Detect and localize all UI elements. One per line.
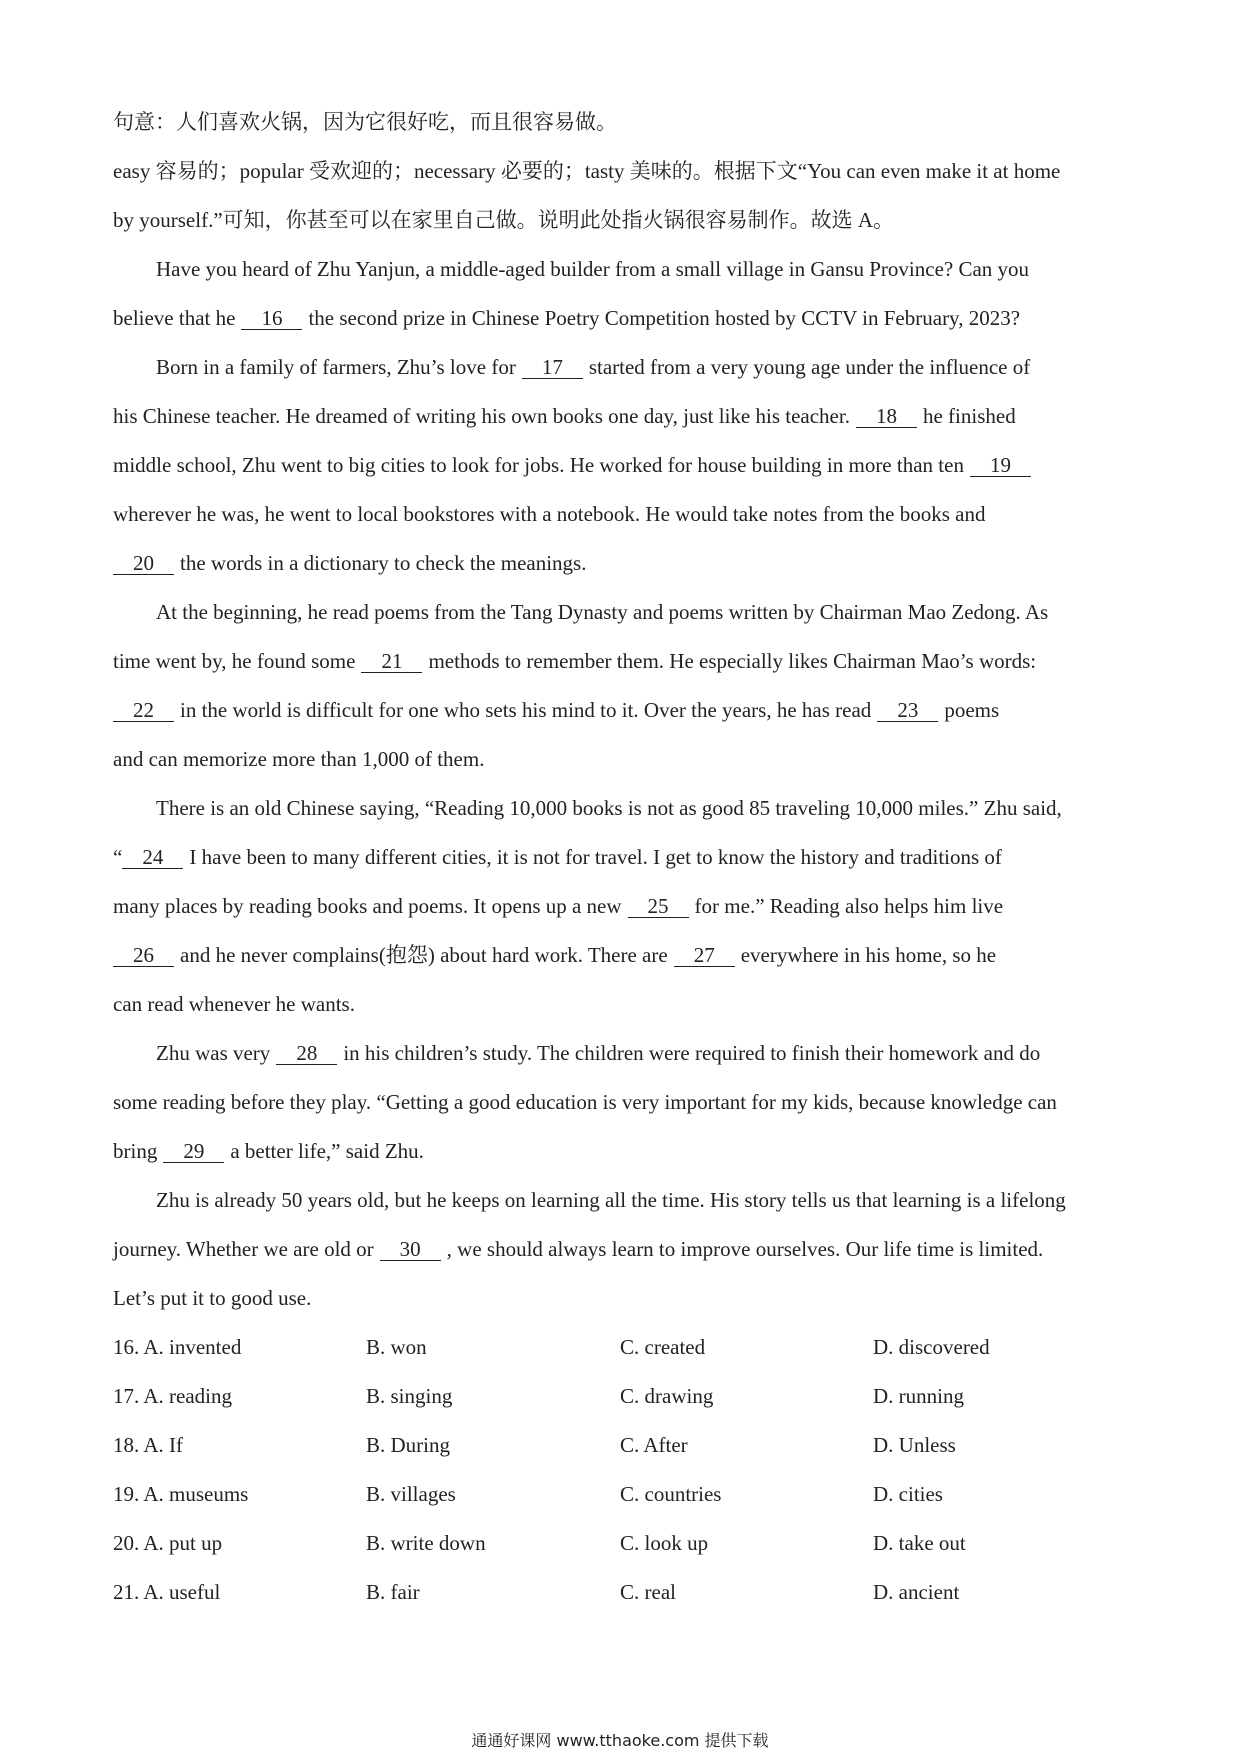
explanation-line: 句意：人们喜欢火锅，因为它很好吃，而且很容易做。 [113, 110, 617, 134]
passage-line: At the beginning, he read poems from the Tang Dynasty and poems written by Chairman Mao Zedong. As [156, 600, 1049, 624]
passage-line: can read whenever he wants. [113, 992, 355, 1016]
option-row [113, 1372, 1133, 1421]
passage-line: Zhu is already 50 years old, but he keeps on learning all the time. His story tells us that learning is a lifelong [156, 1188, 1066, 1212]
explanation-line: easy 容易的；popular 受欢迎的；necessary 必要的；tasty 美味的。根据下文“You can even make it at home [113, 159, 1061, 183]
option-c: C. real [620, 1580, 676, 1604]
blank-23: 23 [877, 699, 938, 722]
option-b: B. fair [366, 1580, 420, 1604]
blank-24: 24 [122, 846, 183, 869]
passage-line: 26 and he never complains(抱怨) about hard work. There are 27 everywhere in his home, so he [113, 931, 1133, 980]
option-c: C. After [620, 1433, 688, 1457]
option-row [113, 1519, 1133, 1568]
blank-28: 28 [276, 1042, 337, 1065]
passage-line: 22 in the world is difficult for one who sets his mind to it. Over the years, he has read 23 poems [113, 686, 1133, 735]
option-d: D. discovered [873, 1335, 990, 1359]
passage-line: middle school, Zhu went to big cities to look for jobs. He worked for house building in more than ten 19 [113, 441, 1133, 490]
document-body [113, 98, 1133, 1617]
option-d: D. running [873, 1384, 964, 1408]
option-d: D. Unless [873, 1433, 956, 1457]
blank-30: 30 [380, 1238, 441, 1261]
passage-line: time went by, he found some 21 methods to remember them. He especially likes Chairman Mao’s words: [113, 649, 1037, 673]
option-a: 18. A. If [113, 1433, 183, 1457]
option-a: 20. A. put up [113, 1531, 223, 1555]
passage-line: Born in a family of farmers, Zhu’s love for 17 started from a very young age under the influence of [156, 355, 1031, 379]
blank-26: 26 [113, 944, 174, 967]
passage-line: journey. Whether we are old or 30 , we should always learn to improve ourselves. Our life time is limited. [113, 1237, 1044, 1261]
passage-line: wherever he was, he went to local bookstores with a notebook. He would take notes from the books and [113, 502, 986, 526]
option-a: 16. A. invented [113, 1335, 242, 1359]
option-c: C. created [620, 1335, 706, 1359]
option-c: C. look up [620, 1531, 709, 1555]
option-row [113, 1568, 1133, 1617]
passage-line: Have you heard of Zhu Yanjun, a middle-aged builder from a small village in Gansu Province? Can you [156, 257, 1030, 281]
blank-21: 21 [361, 650, 422, 673]
option-a: 17. A. reading [113, 1384, 232, 1408]
option-d: D. take out [873, 1531, 966, 1555]
passage-line: his Chinese teacher. He dreamed of writing his own books one day, just like his teacher. 18 he finished [113, 404, 1016, 428]
options-list [113, 1323, 1133, 1617]
blank-27: 27 [674, 944, 735, 967]
blank-18: 18 [856, 405, 917, 428]
option-b: B. singing [366, 1384, 453, 1408]
option-row [113, 1421, 1133, 1470]
blank-22: 22 [113, 699, 174, 722]
passage-line: bring 29 a better life,” said Zhu. [113, 1139, 424, 1163]
blank-16: 16 [241, 307, 302, 330]
passage-line: believe that he 16 the second prize in Chinese Poetry Competition hosted by CCTV in February, 2023? [113, 306, 1021, 330]
passage-line: Let’s put it to good use. [113, 1286, 312, 1310]
option-b: B. villages [366, 1482, 456, 1506]
option-row [113, 1470, 1133, 1519]
blank-29: 29 [163, 1140, 224, 1163]
blank-25: 25 [628, 895, 689, 918]
blank-17: 17 [522, 356, 583, 379]
option-b: B. won [366, 1335, 427, 1359]
option-b: B. write down [366, 1531, 486, 1555]
option-a: 21. A. useful [113, 1580, 221, 1604]
passage-line: some reading before they play. “Getting a good education is very important for my kids, because knowledge can [113, 1090, 1057, 1114]
passage-line: many places by reading books and poems. It opens up a new 25 for me.” Reading also helps him live [113, 894, 1004, 918]
page-footer: 通通好课网 www.tthaoke.com 提供下载 [471, 1731, 769, 1750]
option-b: B. During [366, 1433, 450, 1457]
option-c: C. drawing [620, 1384, 714, 1408]
passage-line: “ 24 I have been to many different cities, it is not for travel. I get to know the history and traditions of [113, 845, 1002, 869]
passage-line: and can memorize more than 1,000 of them. [113, 747, 485, 771]
option-row [113, 1323, 1133, 1372]
blank-19: 19 [970, 454, 1031, 477]
explanation-line: by yourself.”可知，你甚至可以在家里自己做。说明此处指火锅很容易制作。故选 A。 [113, 208, 895, 232]
passage-line: 20 the words in a dictionary to check the meanings. [113, 539, 1133, 588]
blank-20: 20 [113, 552, 174, 575]
option-d: D. ancient [873, 1580, 960, 1604]
option-c: C. countries [620, 1482, 722, 1506]
passage-line: Zhu was very 28 in his children’s study. The children were required to finish their homework and do [156, 1041, 1041, 1065]
option-a: 19. A. museums [113, 1482, 249, 1506]
passage-line: There is an old Chinese saying, “Reading 10,000 books is not as good 85 traveling 10,000 miles.” Zhu said, [156, 796, 1062, 820]
option-d: D. cities [873, 1482, 943, 1506]
